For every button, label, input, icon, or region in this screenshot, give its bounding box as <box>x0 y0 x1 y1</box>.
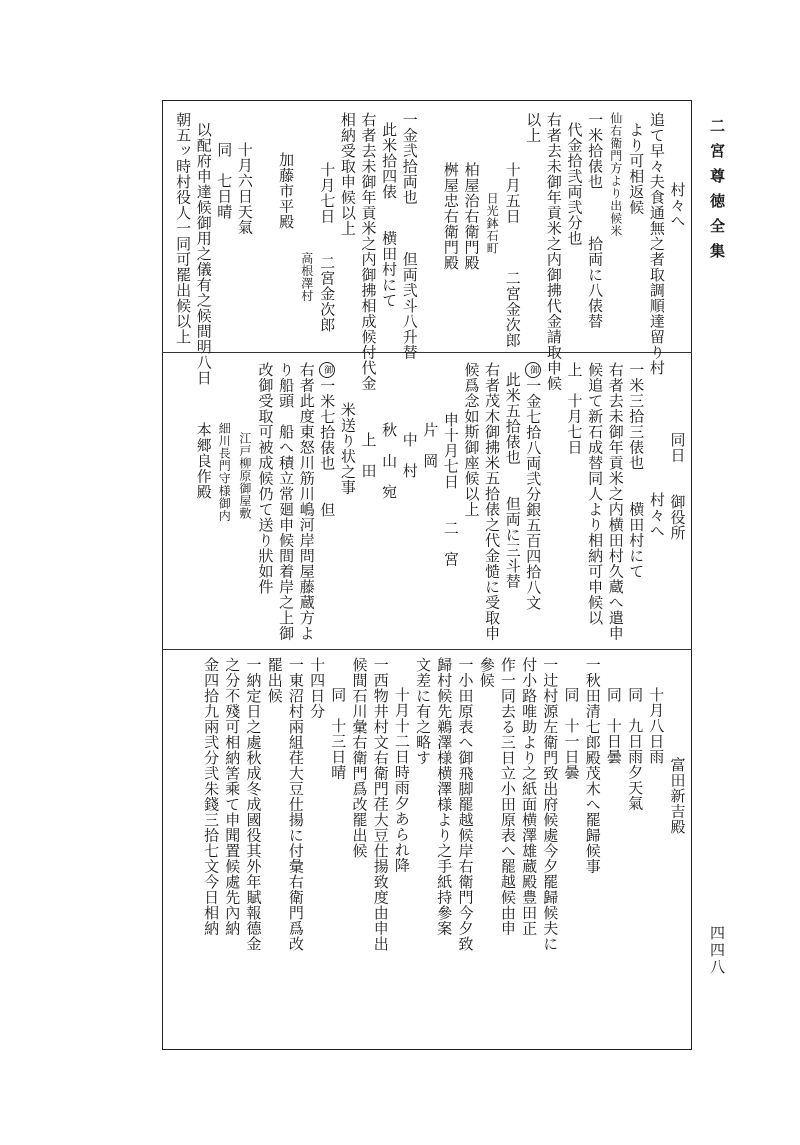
text-column: 一西物井村文右衛門荏大豆仕揚致度由申出 <box>371 657 390 952</box>
text-column: 桝屋忠右衛門殿 <box>441 162 460 271</box>
text-column: 一小田原表へ御飛脚罷越候岸右衛門今夕致 <box>456 657 475 952</box>
text-column: 御一米七拾俵也 但 <box>318 362 337 642</box>
text-column: り船頭 船へ積立常廻申候間着岸之上御 <box>277 362 296 641</box>
text-column: 右者去未御年貢米之内御拂代金請取申候 <box>544 112 563 391</box>
text-column: 一金弐拾両也 但両弐斗八升替 <box>400 112 419 360</box>
text-column: 同 十三日晴 <box>329 687 348 780</box>
text-column: 本郷良作殿 <box>194 422 213 500</box>
text-column: 十月五日 二宮金次郎 <box>503 162 522 348</box>
text-column: 十月八日雨 <box>647 687 666 765</box>
text-column: 一東沼村兩組荏大豆仕揚に付彙右衛門爲改 <box>286 657 305 952</box>
text-column: 十月七日 二宮金次郎 <box>318 162 337 333</box>
text-column: 相納受取申候以上 <box>338 112 357 236</box>
text-column: 上 田 <box>359 432 378 479</box>
text-column: 以配府申達候御用之儀有之候間明八日 <box>194 122 213 386</box>
text-column: 片 岡 <box>421 422 440 469</box>
text-column: 十月六日天氣 <box>235 142 254 235</box>
text-column: 一秋田清七郎殿茂木へ罷歸候事 <box>583 657 602 874</box>
text-column: 高根澤村 <box>299 252 314 302</box>
text-column: 村々へ <box>668 182 687 229</box>
text-column: 同 十日曇 <box>604 687 623 765</box>
text-column: 日光鉢石町 <box>485 192 500 255</box>
text-column: 一辻村源左衛門致出府候處今夕罷歸候夫に <box>541 657 560 952</box>
text-column: 作一同去る三日立小田原表へ罷越候由申 <box>498 657 517 936</box>
text-column: 代金拾弐両弐分也 <box>565 122 584 246</box>
text-column: 之分不殘可相納筈乘て申聞置候處先內納 <box>223 657 242 936</box>
text-column: 右者此度東怒川筋川嶋河岸問屋藤蔵方よ <box>297 362 316 641</box>
text-column: 歸村候先鵜澤様横澤様より之手紙持參案 <box>435 657 454 936</box>
text-column: 此米拾四俵 横田村にて <box>380 122 399 308</box>
text-column: 加藤市平殿 <box>277 152 296 230</box>
circled-mark: 御 <box>525 362 541 378</box>
text-column: 村々へ <box>647 492 666 539</box>
text-column: 十月十二日時雨夕あられ降 <box>392 687 411 873</box>
text-column: 候爲念如斯御座候以上 <box>462 362 481 517</box>
text-column: 細川長門守様御内 <box>217 422 232 522</box>
text-column: 上 十月七日 <box>565 362 584 455</box>
page-number: 四四八 <box>708 925 726 976</box>
text-column: 富田新吉殿 <box>668 757 687 835</box>
text-column: 右者去未御年貢米之内御拂相成候付代金 <box>359 112 378 391</box>
text-column: 付小路唯助より之紙面横澤雄蔵殿豊田正 <box>520 657 539 936</box>
text-column: 右者茂木御拂米五拾俵之代金慥に受取申 <box>483 362 502 641</box>
text-column: 以上 <box>524 112 543 143</box>
text-column: 一納定日之處秋成冬成國役其外年賦報德金 <box>244 657 263 952</box>
text-column: 十四日分 <box>308 657 327 719</box>
text-column: 同 九日雨夕天氣 <box>626 687 645 811</box>
text-column: 朝五ッ時村役人一同可罷出候以上 <box>174 112 193 345</box>
text-column: 秋 山 宛 <box>380 422 399 500</box>
text-column: 同 十一日曇 <box>562 687 581 780</box>
text-column: 江戸柳原御屋敷 <box>237 432 252 520</box>
text-column: 柏屋治右衛門殿 <box>462 162 481 271</box>
text-column: 一米三拾三俵也 横田村にて <box>627 362 646 579</box>
text-column: 候間石川彙右衛門爲改罷出候 <box>350 657 369 859</box>
text-column: 候追て新石成替同人より相納可申候以 <box>586 362 605 626</box>
text-column: 文差に有之略す <box>414 657 433 766</box>
text-column: 中 村 <box>400 432 419 479</box>
text-column: 改御受取可被成候仍て送り狀如件 <box>256 362 275 595</box>
text-column: 金四拾九兩弐分弐朱錢三拾七文今日相納 <box>202 657 221 936</box>
text-column: 申十月七日 二 宮 <box>441 412 460 567</box>
text-column: 仙右衛門方より出候米 <box>608 112 623 237</box>
text-column: 一米拾俵也 拾両に八俵替 <box>586 112 605 329</box>
text-column: 參候 <box>477 657 496 688</box>
text-column: 御一金七拾八両弐分銀五百四拾八文 <box>524 362 543 642</box>
text-column: 同日 御役所 <box>668 432 687 541</box>
text-column: 米送り状之事 <box>338 402 357 495</box>
circled-mark: 御 <box>319 362 335 378</box>
text-column: 右者去未御年貢米之内横田村久蔵へ遣申 <box>606 362 625 641</box>
running-head-title: 二宮尊徳全集 <box>708 118 726 268</box>
text-column: 同 七日晴 <box>215 142 234 220</box>
text-column: 罷出候 <box>265 657 284 704</box>
text-column: 此米五拾俵也 但両に三斗替 <box>503 372 522 589</box>
text-column: 追て早々夫食通無之者取調順達留り村 <box>647 112 666 376</box>
text-column: より可相返候 <box>627 122 646 215</box>
